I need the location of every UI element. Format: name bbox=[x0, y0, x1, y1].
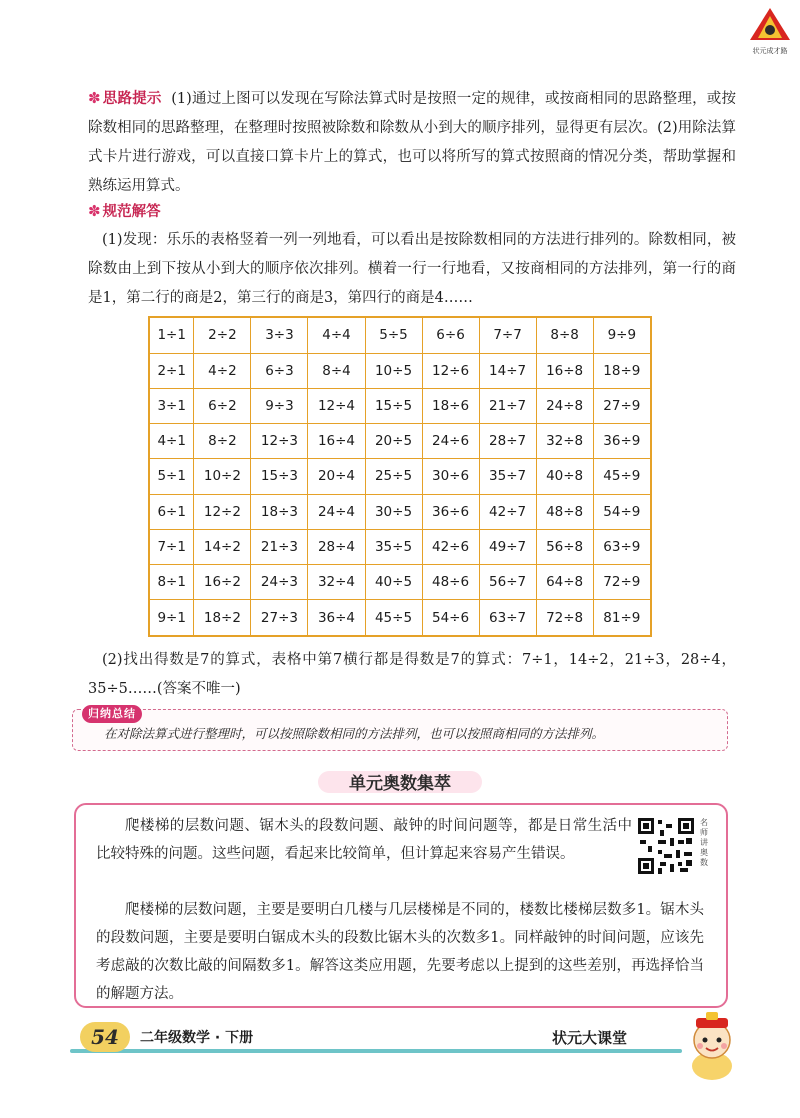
table-cell: 40÷8 bbox=[536, 459, 593, 494]
table-cell: 6÷1 bbox=[149, 494, 194, 529]
hint-paragraph bbox=[88, 84, 736, 201]
table-cell: 2÷1 bbox=[149, 353, 194, 388]
table-cell: 18÷2 bbox=[194, 600, 251, 636]
table-cell: 72÷8 bbox=[536, 600, 593, 636]
table-cell: 35÷5 bbox=[365, 529, 422, 564]
qr-label: 名师讲奥数 bbox=[700, 818, 708, 867]
flower-icon: ✽ bbox=[88, 89, 101, 107]
table-cell: 48÷8 bbox=[536, 494, 593, 529]
page-number: 54 bbox=[80, 1022, 130, 1052]
table-cell: 20÷4 bbox=[308, 459, 365, 494]
table-cell: 21÷7 bbox=[479, 388, 536, 423]
footer-book: 二年级数学 · 下册 bbox=[140, 1030, 254, 1046]
table-cell: 36÷9 bbox=[593, 424, 651, 459]
table-cell: 2÷2 bbox=[194, 317, 251, 353]
table-cell: 21÷3 bbox=[251, 529, 308, 564]
table-cell: 12÷4 bbox=[308, 388, 365, 423]
answer-paragraph-2: (2)找出得数是7的算式，表格中第7横行都是得数是7的算式：7÷1，14÷2，21÷3，28÷4，35÷5……(答案不唯一) bbox=[88, 652, 736, 697]
table-cell: 30÷6 bbox=[422, 459, 479, 494]
table-cell: 54÷6 bbox=[422, 600, 479, 636]
table-cell: 14÷2 bbox=[194, 529, 251, 564]
table-cell: 7÷1 bbox=[149, 529, 194, 564]
table-cell: 30÷5 bbox=[365, 494, 422, 529]
table-cell: 32÷8 bbox=[536, 424, 593, 459]
table-cell: 27÷9 bbox=[593, 388, 651, 423]
division-table bbox=[148, 316, 652, 637]
table-cell: 72÷9 bbox=[593, 564, 651, 599]
table-cell: 18÷3 bbox=[251, 494, 308, 529]
table-cell: 36÷4 bbox=[308, 600, 365, 636]
table-cell: 56÷7 bbox=[479, 564, 536, 599]
qr-code-icon bbox=[636, 816, 696, 876]
table-row bbox=[149, 600, 651, 636]
table-cell: 28÷7 bbox=[479, 424, 536, 459]
footer-bar bbox=[70, 1049, 682, 1053]
table-cell: 25÷5 bbox=[365, 459, 422, 494]
table-cell: 4÷2 bbox=[194, 353, 251, 388]
logo-icon bbox=[748, 6, 792, 42]
table-cell: 9÷9 bbox=[593, 317, 651, 353]
table-cell: 6÷3 bbox=[251, 353, 308, 388]
table-row bbox=[149, 529, 651, 564]
answer-label: 规范解答 bbox=[102, 204, 161, 220]
table-row bbox=[149, 317, 651, 353]
answer-paragraph-1: (1)发现：乐乐的表格竖着一列一列地看，可以看出是按除数相同的方法进行排列的。除数相同，被除数由上到下按从小到大的顺序依次排列。横着一行一行地看，又按商相同的方法排列，第一行的商是1，第二行的商是2，第三行的商是3，第四行的商是4…… bbox=[88, 232, 736, 306]
table-cell: 35÷7 bbox=[479, 459, 536, 494]
table-cell: 6÷6 bbox=[422, 317, 479, 353]
hint-label: 思路提示 bbox=[102, 91, 162, 107]
table-cell: 18÷6 bbox=[422, 388, 479, 423]
footer-series: 状元大课堂 bbox=[552, 1029, 628, 1047]
table-cell: 8÷2 bbox=[194, 424, 251, 459]
table-cell: 32÷4 bbox=[308, 564, 365, 599]
table-cell: 24÷6 bbox=[422, 424, 479, 459]
answer-heading bbox=[88, 200, 161, 221]
table-cell: 45÷9 bbox=[593, 459, 651, 494]
table-cell: 9÷3 bbox=[251, 388, 308, 423]
table-cell: 16÷2 bbox=[194, 564, 251, 599]
table-cell: 12÷2 bbox=[194, 494, 251, 529]
table-cell: 24÷4 bbox=[308, 494, 365, 529]
table-cell: 8÷1 bbox=[149, 564, 194, 599]
table-cell: 28÷4 bbox=[308, 529, 365, 564]
table-cell: 16÷4 bbox=[308, 424, 365, 459]
table-cell: 27÷3 bbox=[251, 600, 308, 636]
mascot-icon bbox=[680, 1010, 744, 1082]
mascot bbox=[680, 1010, 744, 1082]
hint-text: (1)通过上图可以发现在写除法算式时是按照一定的规律，或按商相同的思路整理，或按除数相同的思路整理，在整理时按照被除数和除数从小到大的顺序排列，显得更有层次。(2)用除法算式卡片进行游戏，可以直接口算卡片上的算式，也可以将所写的算式按照商的情况分类，帮助掌握和熟练运用算式。 bbox=[88, 91, 737, 194]
table-cell: 8÷8 bbox=[536, 317, 593, 353]
table-cell: 56÷8 bbox=[536, 529, 593, 564]
table-row bbox=[149, 424, 651, 459]
table-cell: 8÷4 bbox=[308, 353, 365, 388]
table-cell: 63÷9 bbox=[593, 529, 651, 564]
table-cell: 12÷6 bbox=[422, 353, 479, 388]
table-row bbox=[149, 494, 651, 529]
table-cell: 16÷8 bbox=[536, 353, 593, 388]
table-cell: 18÷9 bbox=[593, 353, 651, 388]
table-cell: 54÷9 bbox=[593, 494, 651, 529]
table-cell: 9÷1 bbox=[149, 600, 194, 636]
table-cell: 7÷7 bbox=[479, 317, 536, 353]
table-cell: 3÷1 bbox=[149, 388, 194, 423]
olympiad-paragraph-2: 爬楼梯的层数问题，主要是要明白几楼与几层楼梯是不同的，楼数比楼梯层数多1。锯木头的段数问题，主要是要明白锯成木头的段数比锯木头的次数多1。同样敲钟的时间问题，应该先考虑敲的次数比敲的间隔数多1。解答这类应用题，先要考虑以上提到的这些差别，再选择恰当的解题方法。 bbox=[96, 902, 704, 1002]
table-cell: 15÷5 bbox=[365, 388, 422, 423]
flower-icon: ✽ bbox=[88, 202, 101, 220]
summary-tag: 归纳总结 bbox=[82, 705, 142, 723]
table-cell: 48÷6 bbox=[422, 564, 479, 599]
table-cell: 5÷5 bbox=[365, 317, 422, 353]
table-cell: 4÷1 bbox=[149, 424, 194, 459]
table-row bbox=[149, 353, 651, 388]
table-row bbox=[149, 564, 651, 599]
qr-code[interactable] bbox=[636, 816, 696, 876]
publisher-logo bbox=[748, 6, 792, 55]
table-cell: 6÷2 bbox=[194, 388, 251, 423]
table-cell: 10÷5 bbox=[365, 353, 422, 388]
table-cell: 20÷5 bbox=[365, 424, 422, 459]
table-cell: 3÷3 bbox=[251, 317, 308, 353]
table-cell: 24÷8 bbox=[536, 388, 593, 423]
table-cell: 63÷7 bbox=[479, 600, 536, 636]
table-cell: 45÷5 bbox=[365, 600, 422, 636]
table-cell: 5÷1 bbox=[149, 459, 194, 494]
table-cell: 12÷3 bbox=[251, 424, 308, 459]
table-cell: 49÷7 bbox=[479, 529, 536, 564]
table-cell: 42÷6 bbox=[422, 529, 479, 564]
table-cell: 14÷7 bbox=[479, 353, 536, 388]
table-row bbox=[149, 388, 651, 423]
logo-text: 状元成才路 bbox=[752, 47, 788, 55]
olympiad-paragraph-1: 爬楼梯的层数问题、锯木头的段数问题、敲钟的时间问题等，都是日常生活中比较特殊的问题。这些问题，看起来比较简单，但计算起来容易产生错误。 bbox=[96, 818, 632, 862]
table-cell: 10÷2 bbox=[194, 459, 251, 494]
table-cell: 40÷5 bbox=[365, 564, 422, 599]
table-cell: 15÷3 bbox=[251, 459, 308, 494]
table-cell: 36÷6 bbox=[422, 494, 479, 529]
table-row bbox=[149, 459, 651, 494]
table-cell: 81÷9 bbox=[593, 600, 651, 636]
table-cell: 4÷4 bbox=[308, 317, 365, 353]
table-cell: 64÷8 bbox=[536, 564, 593, 599]
table-cell: 1÷1 bbox=[149, 317, 194, 353]
summary-text: 在对除法算式进行整理时，可以按照除数相同的方法排列，也可以按照商相同的方法排列。 bbox=[104, 726, 605, 741]
table-cell: 42÷7 bbox=[479, 494, 536, 529]
table-cell: 24÷3 bbox=[251, 564, 308, 599]
section-title: 单元奥数集萃 bbox=[349, 774, 451, 794]
